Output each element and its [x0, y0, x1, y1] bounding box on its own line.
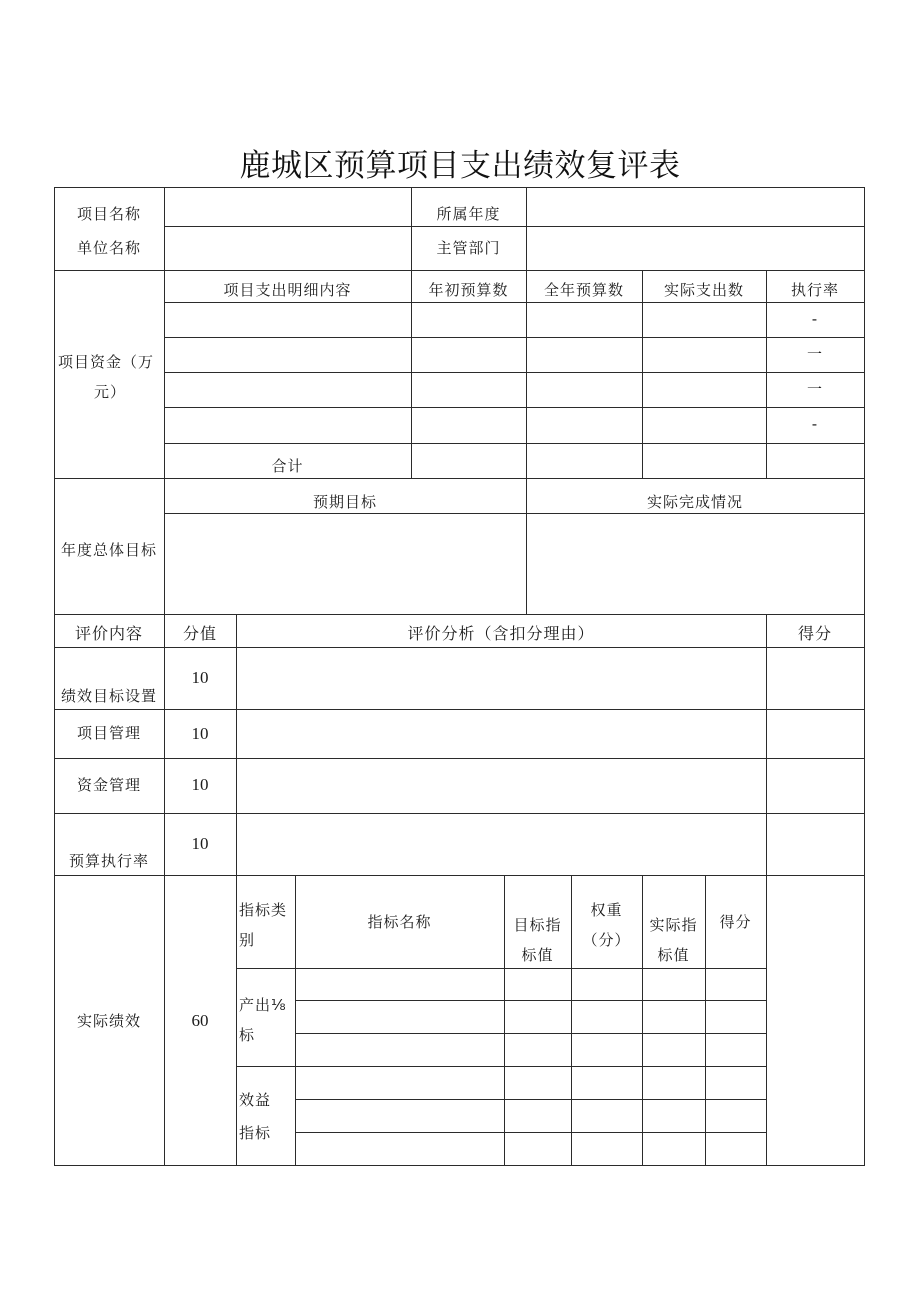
weight-header-line2: （分）	[582, 931, 631, 949]
category-header-line2: 别	[239, 931, 256, 949]
benefit-indicator-line2: 指标	[239, 1124, 272, 1142]
eval-row-label: 预算执行率	[68, 852, 149, 870]
score-value-header: 分值	[182, 624, 217, 643]
rate-mark: 一	[806, 380, 823, 398]
annual-budget-header: 全年预算数	[543, 281, 624, 299]
actual-expense-header: 实际支出数	[663, 281, 744, 299]
weight-header-line1: 权重	[590, 901, 623, 919]
eval-content-header: 评价内容	[74, 624, 143, 643]
score-header: 得分	[797, 624, 832, 643]
actual-header-line2: 标值	[657, 946, 690, 964]
expected-goal-header: 预期目标	[312, 493, 377, 511]
rate-mark: -	[811, 415, 819, 433]
category-header-line1: 指标类	[239, 901, 288, 919]
dept-label: 主管部门	[436, 239, 501, 257]
eval-row-value: 10	[191, 834, 209, 853]
performance-label: 实际绩效	[76, 1012, 141, 1030]
project-name-label: 项目名称	[76, 205, 141, 223]
detail-header: 项目支出明细内容	[223, 281, 352, 299]
eval-analysis-header: 评价分析（含扣分理由）	[407, 624, 595, 643]
total-label: 合计	[271, 457, 304, 475]
eval-row-label: 绩效目标设置	[60, 687, 157, 705]
year-label: 所属年度	[436, 205, 501, 223]
output-indicator-line2: 标	[239, 1026, 256, 1044]
output-indicator-line1: 产出⅛	[239, 996, 287, 1014]
eval-row-label: 项目管理	[76, 724, 141, 742]
annual-goal-label: 年度总体目标	[60, 541, 157, 559]
unit-name-label: 单位名称	[76, 239, 141, 257]
page-title: 鹿城区预算项目支出绩效复评表	[239, 148, 681, 184]
actual-completion-header: 实际完成情况	[646, 493, 743, 511]
target-header-line2: 标值	[521, 946, 554, 964]
performance-value: 60	[191, 1011, 209, 1030]
eval-row-value: 10	[191, 724, 209, 743]
rate-mark: -	[811, 310, 819, 328]
indicator-score-header: 得分	[719, 913, 752, 931]
initial-budget-header: 年初预算数	[428, 281, 509, 299]
eval-row-value: 10	[191, 668, 209, 687]
funds-label-line2: 元）	[94, 383, 127, 401]
eval-row-label: 资金管理	[76, 776, 141, 794]
benefit-indicator-line1: 效益	[239, 1091, 272, 1109]
actual-header-line1: 实际指	[649, 916, 698, 934]
eval-row-value: 10	[191, 775, 209, 794]
indicator-name-header: 指标名称	[367, 913, 432, 931]
rate-mark: 一	[806, 345, 823, 363]
funds-label-line1: 项目资金（万	[58, 353, 155, 371]
target-header-line1: 目标指	[513, 916, 562, 934]
execution-rate-header: 执行率	[790, 281, 839, 299]
